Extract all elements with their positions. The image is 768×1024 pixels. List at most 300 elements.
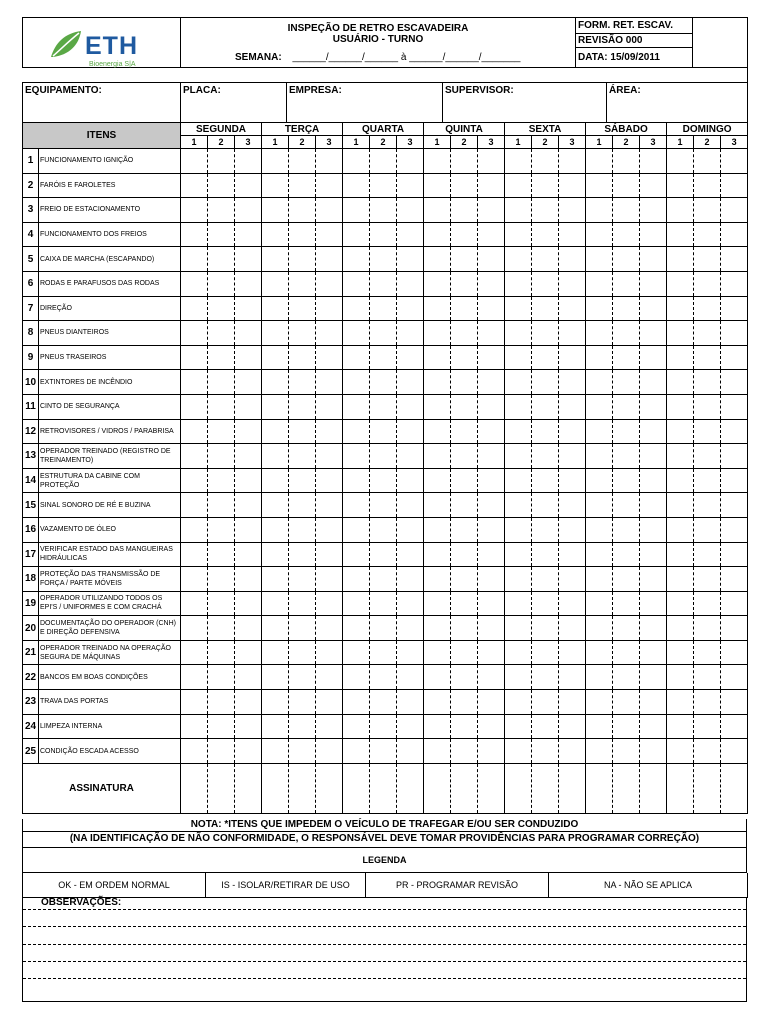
check-cell[interactable] — [640, 321, 667, 346]
check-cell[interactable] — [532, 370, 559, 395]
check-cell[interactable] — [721, 247, 748, 272]
check-cell[interactable] — [478, 665, 505, 690]
check-cell[interactable] — [424, 321, 451, 346]
check-cell[interactable] — [451, 640, 478, 665]
check-cell[interactable] — [532, 345, 559, 370]
check-cell[interactable] — [343, 296, 370, 321]
check-cell[interactable] — [451, 567, 478, 592]
area-field[interactable]: ÁREA: — [607, 83, 748, 123]
check-cell[interactable] — [262, 665, 289, 690]
check-cell[interactable] — [613, 321, 640, 346]
check-cell[interactable] — [532, 542, 559, 567]
check-cell[interactable] — [559, 567, 586, 592]
check-cell[interactable] — [559, 345, 586, 370]
check-cell[interactable] — [694, 567, 721, 592]
check-cell[interactable] — [397, 714, 424, 739]
check-cell[interactable] — [667, 567, 694, 592]
check-cell[interactable] — [721, 370, 748, 395]
check-cell[interactable] — [694, 222, 721, 247]
check-cell[interactable] — [559, 149, 586, 174]
check-cell[interactable] — [289, 173, 316, 198]
signature-cell[interactable] — [532, 763, 559, 813]
check-cell[interactable] — [586, 296, 613, 321]
signature-cell[interactable] — [235, 763, 262, 813]
check-cell[interactable] — [370, 714, 397, 739]
signature-cell[interactable] — [559, 763, 586, 813]
check-cell[interactable] — [640, 296, 667, 321]
check-cell[interactable] — [235, 247, 262, 272]
check-cell[interactable] — [235, 616, 262, 641]
check-cell[interactable] — [451, 198, 478, 223]
check-cell[interactable] — [586, 394, 613, 419]
check-cell[interactable] — [424, 616, 451, 641]
check-cell[interactable] — [370, 616, 397, 641]
check-cell[interactable] — [559, 370, 586, 395]
check-cell[interactable] — [208, 567, 235, 592]
check-cell[interactable] — [613, 419, 640, 444]
check-cell[interactable] — [613, 567, 640, 592]
check-cell[interactable] — [667, 296, 694, 321]
signature-cell[interactable] — [397, 763, 424, 813]
signature-cell[interactable] — [667, 763, 694, 813]
check-cell[interactable] — [289, 149, 316, 174]
check-cell[interactable] — [262, 616, 289, 641]
signature-cell[interactable] — [424, 763, 451, 813]
check-cell[interactable] — [289, 198, 316, 223]
check-cell[interactable] — [424, 591, 451, 616]
check-cell[interactable] — [559, 444, 586, 469]
check-cell[interactable] — [721, 493, 748, 518]
check-cell[interactable] — [586, 370, 613, 395]
check-cell[interactable] — [262, 345, 289, 370]
check-cell[interactable] — [640, 640, 667, 665]
check-cell[interactable] — [343, 665, 370, 690]
check-cell[interactable] — [478, 444, 505, 469]
check-cell[interactable] — [262, 173, 289, 198]
check-cell[interactable] — [505, 591, 532, 616]
check-cell[interactable] — [559, 739, 586, 764]
check-cell[interactable] — [586, 222, 613, 247]
check-cell[interactable] — [316, 173, 343, 198]
check-cell[interactable] — [208, 247, 235, 272]
check-cell[interactable] — [370, 222, 397, 247]
signature-cell[interactable] — [478, 763, 505, 813]
signature-cell[interactable] — [613, 763, 640, 813]
signature-cell[interactable] — [262, 763, 289, 813]
check-cell[interactable] — [181, 739, 208, 764]
check-cell[interactable] — [181, 173, 208, 198]
check-cell[interactable] — [694, 173, 721, 198]
check-cell[interactable] — [667, 271, 694, 296]
check-cell[interactable] — [262, 690, 289, 715]
check-cell[interactable] — [181, 591, 208, 616]
check-cell[interactable] — [451, 468, 478, 493]
check-cell[interactable] — [424, 173, 451, 198]
check-cell[interactable] — [370, 665, 397, 690]
check-cell[interactable] — [586, 739, 613, 764]
check-cell[interactable] — [289, 493, 316, 518]
check-cell[interactable] — [424, 493, 451, 518]
check-cell[interactable] — [721, 444, 748, 469]
check-cell[interactable] — [397, 370, 424, 395]
check-cell[interactable] — [559, 640, 586, 665]
check-cell[interactable] — [181, 370, 208, 395]
check-cell[interactable] — [478, 739, 505, 764]
check-cell[interactable] — [451, 149, 478, 174]
check-cell[interactable] — [640, 567, 667, 592]
check-cell[interactable] — [586, 444, 613, 469]
check-cell[interactable] — [424, 517, 451, 542]
check-cell[interactable] — [613, 591, 640, 616]
check-cell[interactable] — [289, 542, 316, 567]
check-cell[interactable] — [343, 370, 370, 395]
placa-field[interactable]: PLACA: — [181, 83, 287, 123]
check-cell[interactable] — [316, 419, 343, 444]
check-cell[interactable] — [235, 468, 262, 493]
check-cell[interactable] — [235, 321, 262, 346]
check-cell[interactable] — [505, 739, 532, 764]
check-cell[interactable] — [208, 739, 235, 764]
check-cell[interactable] — [478, 567, 505, 592]
check-cell[interactable] — [505, 690, 532, 715]
check-cell[interactable] — [235, 665, 262, 690]
check-cell[interactable] — [586, 542, 613, 567]
check-cell[interactable] — [694, 271, 721, 296]
check-cell[interactable] — [694, 247, 721, 272]
check-cell[interactable] — [532, 468, 559, 493]
check-cell[interactable] — [235, 493, 262, 518]
check-cell[interactable] — [640, 690, 667, 715]
check-cell[interactable] — [559, 247, 586, 272]
check-cell[interactable] — [316, 198, 343, 223]
check-cell[interactable] — [640, 173, 667, 198]
check-cell[interactable] — [586, 690, 613, 715]
check-cell[interactable] — [370, 321, 397, 346]
signature-cell[interactable] — [694, 763, 721, 813]
check-cell[interactable] — [451, 296, 478, 321]
check-cell[interactable] — [235, 198, 262, 223]
check-cell[interactable] — [181, 714, 208, 739]
check-cell[interactable] — [397, 296, 424, 321]
check-cell[interactable] — [532, 444, 559, 469]
check-cell[interactable] — [397, 247, 424, 272]
check-cell[interactable] — [316, 321, 343, 346]
check-cell[interactable] — [667, 173, 694, 198]
check-cell[interactable] — [397, 493, 424, 518]
check-cell[interactable] — [262, 296, 289, 321]
check-cell[interactable] — [640, 370, 667, 395]
check-cell[interactable] — [451, 690, 478, 715]
check-cell[interactable] — [370, 468, 397, 493]
check-cell[interactable] — [181, 419, 208, 444]
check-cell[interactable] — [532, 247, 559, 272]
check-cell[interactable] — [613, 640, 640, 665]
semana-field[interactable]: ______/______/______ à ______/______/_______ — [292, 52, 521, 63]
check-cell[interactable] — [181, 640, 208, 665]
check-cell[interactable] — [640, 394, 667, 419]
check-cell[interactable] — [424, 640, 451, 665]
check-cell[interactable] — [424, 419, 451, 444]
check-cell[interactable] — [235, 444, 262, 469]
check-cell[interactable] — [370, 739, 397, 764]
check-cell[interactable] — [370, 419, 397, 444]
check-cell[interactable] — [586, 198, 613, 223]
check-cell[interactable] — [343, 542, 370, 567]
check-cell[interactable] — [667, 247, 694, 272]
check-cell[interactable] — [613, 247, 640, 272]
check-cell[interactable] — [370, 493, 397, 518]
check-cell[interactable] — [667, 616, 694, 641]
check-cell[interactable] — [667, 222, 694, 247]
check-cell[interactable] — [397, 739, 424, 764]
check-cell[interactable] — [289, 444, 316, 469]
check-cell[interactable] — [208, 222, 235, 247]
check-cell[interactable] — [478, 394, 505, 419]
check-cell[interactable] — [613, 616, 640, 641]
check-cell[interactable] — [208, 444, 235, 469]
check-cell[interactable] — [721, 271, 748, 296]
check-cell[interactable] — [289, 591, 316, 616]
check-cell[interactable] — [694, 419, 721, 444]
check-cell[interactable] — [397, 321, 424, 346]
check-cell[interactable] — [667, 517, 694, 542]
check-cell[interactable] — [235, 149, 262, 174]
signature-cell[interactable] — [505, 763, 532, 813]
check-cell[interactable] — [370, 370, 397, 395]
check-cell[interactable] — [343, 345, 370, 370]
check-cell[interactable] — [559, 690, 586, 715]
check-cell[interactable] — [532, 493, 559, 518]
check-cell[interactable] — [208, 296, 235, 321]
check-cell[interactable] — [532, 567, 559, 592]
check-cell[interactable] — [451, 247, 478, 272]
check-cell[interactable] — [181, 690, 208, 715]
check-cell[interactable] — [370, 345, 397, 370]
check-cell[interactable] — [181, 296, 208, 321]
check-cell[interactable] — [424, 198, 451, 223]
check-cell[interactable] — [181, 271, 208, 296]
check-cell[interactable] — [262, 739, 289, 764]
check-cell[interactable] — [181, 198, 208, 223]
check-cell[interactable] — [721, 640, 748, 665]
check-cell[interactable] — [613, 690, 640, 715]
check-cell[interactable] — [208, 149, 235, 174]
signature-cell[interactable] — [289, 763, 316, 813]
check-cell[interactable] — [343, 567, 370, 592]
check-cell[interactable] — [370, 149, 397, 174]
equipamento-field[interactable]: EQUIPAMENTO: — [23, 83, 181, 123]
signature-cell[interactable] — [181, 763, 208, 813]
check-cell[interactable] — [343, 198, 370, 223]
check-cell[interactable] — [586, 149, 613, 174]
check-cell[interactable] — [694, 468, 721, 493]
check-cell[interactable] — [559, 517, 586, 542]
check-cell[interactable] — [235, 690, 262, 715]
observacoes-box[interactable] — [22, 898, 747, 1002]
check-cell[interactable] — [343, 321, 370, 346]
check-cell[interactable] — [451, 173, 478, 198]
check-cell[interactable] — [694, 321, 721, 346]
check-cell[interactable] — [397, 222, 424, 247]
check-cell[interactable] — [208, 616, 235, 641]
check-cell[interactable] — [613, 271, 640, 296]
check-cell[interactable] — [694, 739, 721, 764]
check-cell[interactable] — [208, 690, 235, 715]
check-cell[interactable] — [424, 247, 451, 272]
check-cell[interactable] — [532, 394, 559, 419]
check-cell[interactable] — [613, 345, 640, 370]
check-cell[interactable] — [640, 444, 667, 469]
check-cell[interactable] — [721, 690, 748, 715]
check-cell[interactable] — [613, 222, 640, 247]
check-cell[interactable] — [343, 517, 370, 542]
check-cell[interactable] — [559, 419, 586, 444]
check-cell[interactable] — [343, 394, 370, 419]
check-cell[interactable] — [289, 616, 316, 641]
check-cell[interactable] — [478, 173, 505, 198]
check-cell[interactable] — [559, 616, 586, 641]
check-cell[interactable] — [343, 222, 370, 247]
check-cell[interactable] — [208, 591, 235, 616]
check-cell[interactable] — [235, 173, 262, 198]
check-cell[interactable] — [343, 173, 370, 198]
check-cell[interactable] — [559, 321, 586, 346]
check-cell[interactable] — [667, 394, 694, 419]
check-cell[interactable] — [640, 271, 667, 296]
check-cell[interactable] — [451, 321, 478, 346]
check-cell[interactable] — [181, 616, 208, 641]
check-cell[interactable] — [316, 493, 343, 518]
check-cell[interactable] — [586, 616, 613, 641]
check-cell[interactable] — [181, 493, 208, 518]
check-cell[interactable] — [640, 591, 667, 616]
check-cell[interactable] — [721, 321, 748, 346]
signature-cell[interactable] — [586, 763, 613, 813]
check-cell[interactable] — [586, 321, 613, 346]
check-cell[interactable] — [478, 640, 505, 665]
check-cell[interactable] — [316, 394, 343, 419]
check-cell[interactable] — [316, 640, 343, 665]
check-cell[interactable] — [505, 345, 532, 370]
check-cell[interactable] — [208, 198, 235, 223]
check-cell[interactable] — [451, 419, 478, 444]
check-cell[interactable] — [235, 567, 262, 592]
check-cell[interactable] — [640, 493, 667, 518]
check-cell[interactable] — [586, 271, 613, 296]
check-cell[interactable] — [262, 370, 289, 395]
check-cell[interactable] — [262, 271, 289, 296]
check-cell[interactable] — [505, 271, 532, 296]
check-cell[interactable] — [289, 394, 316, 419]
check-cell[interactable] — [424, 690, 451, 715]
check-cell[interactable] — [181, 567, 208, 592]
check-cell[interactable] — [397, 271, 424, 296]
check-cell[interactable] — [316, 149, 343, 174]
check-cell[interactable] — [181, 542, 208, 567]
check-cell[interactable] — [370, 247, 397, 272]
check-cell[interactable] — [505, 222, 532, 247]
check-cell[interactable] — [505, 444, 532, 469]
check-cell[interactable] — [694, 517, 721, 542]
check-cell[interactable] — [667, 321, 694, 346]
check-cell[interactable] — [559, 222, 586, 247]
check-cell[interactable] — [478, 714, 505, 739]
check-cell[interactable] — [343, 149, 370, 174]
check-cell[interactable] — [424, 370, 451, 395]
check-cell[interactable] — [640, 149, 667, 174]
check-cell[interactable] — [235, 591, 262, 616]
check-cell[interactable] — [532, 517, 559, 542]
check-cell[interactable] — [721, 296, 748, 321]
check-cell[interactable] — [721, 468, 748, 493]
check-cell[interactable] — [451, 370, 478, 395]
check-cell[interactable] — [343, 714, 370, 739]
check-cell[interactable] — [505, 149, 532, 174]
check-cell[interactable] — [667, 690, 694, 715]
check-cell[interactable] — [667, 345, 694, 370]
check-cell[interactable] — [478, 542, 505, 567]
check-cell[interactable] — [640, 517, 667, 542]
check-cell[interactable] — [262, 444, 289, 469]
check-cell[interactable] — [262, 222, 289, 247]
check-cell[interactable] — [478, 321, 505, 346]
check-cell[interactable] — [316, 370, 343, 395]
check-cell[interactable] — [532, 222, 559, 247]
check-cell[interactable] — [694, 296, 721, 321]
check-cell[interactable] — [424, 444, 451, 469]
check-cell[interactable] — [424, 542, 451, 567]
check-cell[interactable] — [586, 247, 613, 272]
check-cell[interactable] — [694, 394, 721, 419]
check-cell[interactable] — [316, 542, 343, 567]
check-cell[interactable] — [235, 394, 262, 419]
check-cell[interactable] — [370, 394, 397, 419]
check-cell[interactable] — [640, 419, 667, 444]
check-cell[interactable] — [559, 468, 586, 493]
check-cell[interactable] — [640, 739, 667, 764]
check-cell[interactable] — [613, 198, 640, 223]
check-cell[interactable] — [208, 370, 235, 395]
check-cell[interactable] — [343, 616, 370, 641]
check-cell[interactable] — [262, 321, 289, 346]
check-cell[interactable] — [397, 567, 424, 592]
check-cell[interactable] — [451, 616, 478, 641]
check-cell[interactable] — [397, 591, 424, 616]
check-cell[interactable] — [505, 173, 532, 198]
check-cell[interactable] — [343, 591, 370, 616]
check-cell[interactable] — [289, 567, 316, 592]
check-cell[interactable] — [343, 739, 370, 764]
check-cell[interactable] — [370, 640, 397, 665]
check-cell[interactable] — [397, 173, 424, 198]
check-cell[interactable] — [289, 665, 316, 690]
check-cell[interactable] — [694, 345, 721, 370]
check-cell[interactable] — [532, 271, 559, 296]
check-cell[interactable] — [208, 468, 235, 493]
check-cell[interactable] — [289, 640, 316, 665]
check-cell[interactable] — [289, 739, 316, 764]
check-cell[interactable] — [667, 591, 694, 616]
check-cell[interactable] — [208, 173, 235, 198]
check-cell[interactable] — [262, 247, 289, 272]
check-cell[interactable] — [370, 591, 397, 616]
check-cell[interactable] — [370, 198, 397, 223]
check-cell[interactable] — [451, 222, 478, 247]
check-cell[interactable] — [559, 296, 586, 321]
check-cell[interactable] — [289, 247, 316, 272]
check-cell[interactable] — [640, 542, 667, 567]
check-cell[interactable] — [316, 222, 343, 247]
